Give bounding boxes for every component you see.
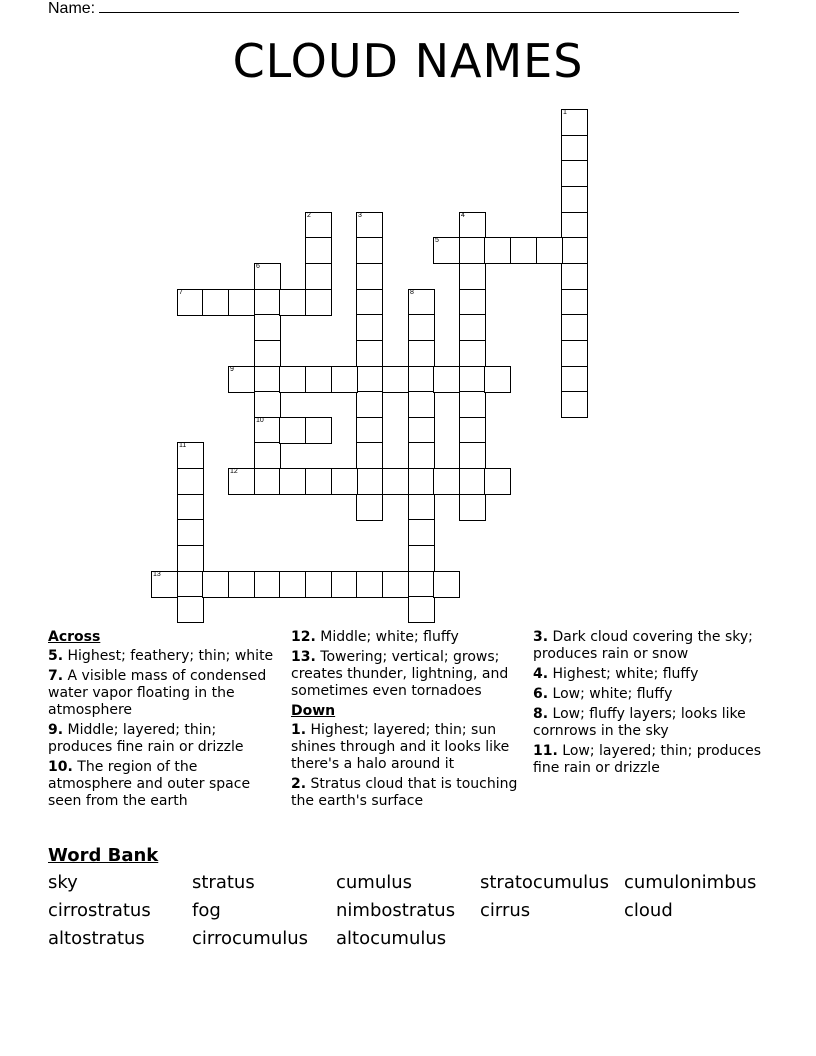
word-bank-item: altostratus (48, 928, 145, 949)
clue-down-1: 1. Highest; layered; thin; sun shines through and it looks like there's a halo around it (291, 722, 510, 772)
grid-cell[interactable] (561, 109, 588, 136)
grid-cell[interactable] (356, 494, 383, 521)
clue-number: 5 (435, 237, 439, 244)
grid-cell[interactable] (356, 212, 383, 239)
grid-cell[interactable] (305, 289, 332, 316)
grid-cell[interactable] (202, 289, 229, 316)
grid-cell[interactable] (561, 314, 588, 341)
clue-across-9: 9. Middle; layered; thin; produces fine rain or drizzle (48, 722, 244, 755)
grid-cell[interactable] (305, 571, 332, 598)
grid-cell[interactable] (561, 391, 588, 418)
name-line (48, 0, 739, 18)
grid-cell[interactable] (331, 366, 358, 393)
grid-cell[interactable] (151, 571, 178, 598)
grid-cell[interactable] (459, 340, 486, 367)
clue-number: 13 (153, 571, 161, 578)
grid-cell[interactable] (305, 468, 332, 495)
word-bank-item: nimbostratus (336, 900, 456, 921)
grid-cell[interactable] (279, 417, 306, 444)
word-bank-item: cirrus (480, 900, 531, 921)
clue-down-2: 2. Stratus cloud that is touching the earth's surface (291, 776, 518, 809)
grid-cell[interactable] (279, 289, 306, 316)
grid-cell[interactable] (305, 212, 332, 239)
grid-cell[interactable] (459, 494, 486, 521)
grid-cell[interactable] (561, 237, 588, 264)
grid-cell[interactable] (408, 494, 435, 521)
word-bank-item: stratus (192, 872, 255, 893)
clues-column-3 (533, 629, 763, 780)
grid-cell[interactable] (228, 289, 255, 316)
grid-cell[interactable] (408, 417, 435, 444)
clues-column-1 (48, 629, 278, 813)
grid-cell[interactable] (254, 366, 281, 393)
grid-cell[interactable] (202, 571, 229, 598)
grid-cell[interactable] (408, 468, 435, 495)
grid-cell[interactable] (254, 417, 281, 444)
clue-across-13: 13. Towering; vertical; grows; creates thunder, lightning, and sometimes even tornadoes (291, 649, 509, 699)
grid-cell[interactable] (408, 340, 435, 367)
page-title: CLOUD NAMES (232, 34, 584, 88)
grid-cell[interactable] (356, 366, 383, 393)
grid-cell[interactable] (484, 366, 511, 393)
grid-cell[interactable] (254, 468, 281, 495)
grid-cell[interactable] (408, 596, 435, 623)
grid-cell[interactable] (305, 366, 332, 393)
clue-number: 10 (256, 417, 264, 424)
name-label: Name: (48, 0, 96, 17)
clue-down-11: 11. Low; layered; thin; produces fine rain or drizzle (533, 743, 762, 776)
grid-cell[interactable] (331, 468, 358, 495)
grid-cell[interactable] (408, 314, 435, 341)
grid-cell[interactable] (484, 237, 511, 264)
clue-across-12: 12. Middle; white; fluffy (291, 629, 459, 645)
grid-cell[interactable] (459, 212, 486, 239)
clue-across-7: 7. A visible mass of condensed water vapor floating in the atmosphere (48, 668, 267, 718)
grid-cell[interactable] (177, 494, 204, 521)
grid-cell[interactable] (561, 366, 588, 393)
grid-cell[interactable] (408, 366, 435, 393)
grid-cell[interactable] (356, 417, 383, 444)
grid-cell[interactable] (459, 442, 486, 469)
grid-cell[interactable] (356, 571, 383, 598)
grid-cell[interactable] (459, 366, 486, 393)
word-bank-item: cirrostratus (48, 900, 151, 921)
grid-cell[interactable] (510, 237, 537, 264)
grid-cell[interactable] (356, 340, 383, 367)
grid-cell[interactable] (459, 289, 486, 316)
word-bank-item: sky (48, 872, 78, 893)
grid-cell[interactable] (408, 289, 435, 316)
grid-cell[interactable] (356, 391, 383, 418)
grid-cell[interactable] (459, 314, 486, 341)
grid-cell[interactable] (382, 468, 409, 495)
grid-cell[interactable] (305, 237, 332, 264)
grid-cell[interactable] (177, 442, 204, 469)
name-field[interactable] (99, 0, 739, 13)
word-bank-item: fog (192, 900, 221, 921)
grid-cell[interactable] (254, 340, 281, 367)
grid-cell[interactable] (561, 263, 588, 290)
across-heading: Across (48, 629, 101, 645)
grid-cell[interactable] (459, 417, 486, 444)
word-bank-item: stratocumulus (480, 872, 609, 893)
clue-number: 3 (358, 212, 362, 219)
grid-cell[interactable] (561, 340, 588, 367)
grid-cell[interactable] (228, 366, 255, 393)
grid-cell[interactable] (408, 519, 435, 546)
grid-cell[interactable] (356, 314, 383, 341)
grid-cell[interactable] (356, 289, 383, 316)
grid-cell[interactable] (228, 571, 255, 598)
grid-cell[interactable] (408, 571, 435, 598)
grid-cell[interactable] (305, 263, 332, 290)
clue-across-5: 5. Highest; feathery; thin; white (48, 648, 274, 664)
clue-number: 7 (179, 289, 183, 296)
grid-cell[interactable] (356, 237, 383, 264)
grid-cell[interactable] (433, 237, 460, 264)
grid-cell[interactable] (177, 596, 204, 623)
grid-cell[interactable] (382, 571, 409, 598)
grid-cell[interactable] (177, 571, 204, 598)
clue-number: 11 (179, 442, 187, 449)
grid-cell[interactable] (561, 212, 588, 239)
grid-cell[interactable] (305, 417, 332, 444)
grid-cell[interactable] (484, 468, 511, 495)
word-bank-item: cirrocumulus (192, 928, 309, 949)
grid-cell[interactable] (459, 237, 486, 264)
grid-cell[interactable] (356, 263, 383, 290)
clue-down-3: 3. Dark cloud covering the sky; produces rain or snow (533, 629, 753, 662)
grid-cell[interactable] (254, 314, 281, 341)
clue-number: 9 (230, 366, 234, 373)
clue-number: 4 (461, 212, 465, 219)
grid-cell[interactable] (356, 468, 383, 495)
grid-cell[interactable] (459, 391, 486, 418)
clues-column-2 (291, 629, 521, 813)
grid-cell[interactable] (561, 160, 588, 187)
down-heading: Down (291, 703, 336, 719)
word-bank (48, 874, 788, 948)
grid-cell[interactable] (254, 289, 281, 316)
grid-cell[interactable] (254, 391, 281, 418)
word-bank-item: cumulonimbus (624, 872, 757, 893)
grid-cell[interactable] (408, 545, 435, 572)
grid-cell[interactable] (254, 442, 281, 469)
grid-cell[interactable] (459, 468, 486, 495)
clue-number: 12 (230, 468, 238, 475)
clue-down-8: 8. Low; fluffy layers; looks like cornrows in the sky (533, 706, 746, 739)
grid-cell[interactable] (177, 289, 204, 316)
word-bank-item: altocumulus (336, 928, 447, 949)
word-bank-title: Word Bank (48, 845, 159, 866)
grid-cell[interactable] (177, 519, 204, 546)
grid-cell[interactable] (561, 186, 588, 213)
clue-number: 8 (410, 289, 414, 296)
grid-cell[interactable] (382, 366, 409, 393)
grid-cell[interactable] (254, 571, 281, 598)
grid-cell[interactable] (279, 366, 306, 393)
grid-cell[interactable] (433, 468, 460, 495)
clue-down-6: 6. Low; white; fluffy (533, 686, 673, 702)
grid-cell[interactable] (356, 442, 383, 469)
grid-cell[interactable] (433, 366, 460, 393)
word-bank-item: cumulus (336, 872, 413, 893)
clue-down-4: 4. Highest; white; fluffy (533, 666, 699, 682)
grid-cell[interactable] (561, 135, 588, 162)
clue-across-10: 10. The region of the atmosphere and outer space seen from the earth (48, 759, 251, 809)
clue-number: 1 (563, 109, 567, 116)
grid-cell[interactable] (254, 263, 281, 290)
grid-cell[interactable] (433, 571, 460, 598)
word-bank-item: cloud (624, 900, 673, 921)
grid-cell[interactable] (177, 468, 204, 495)
grid-cell[interactable] (408, 442, 435, 469)
grid-cell[interactable] (561, 289, 588, 316)
grid-cell[interactable] (279, 468, 306, 495)
grid-cell[interactable] (331, 571, 358, 598)
grid-cell[interactable] (536, 237, 563, 264)
grid-cell[interactable] (459, 263, 486, 290)
grid-cell[interactable] (408, 391, 435, 418)
clue-number: 2 (307, 212, 311, 219)
clue-number: 6 (256, 263, 260, 270)
grid-cell[interactable] (228, 468, 255, 495)
grid-cell[interactable] (279, 571, 306, 598)
grid-cell[interactable] (177, 545, 204, 572)
